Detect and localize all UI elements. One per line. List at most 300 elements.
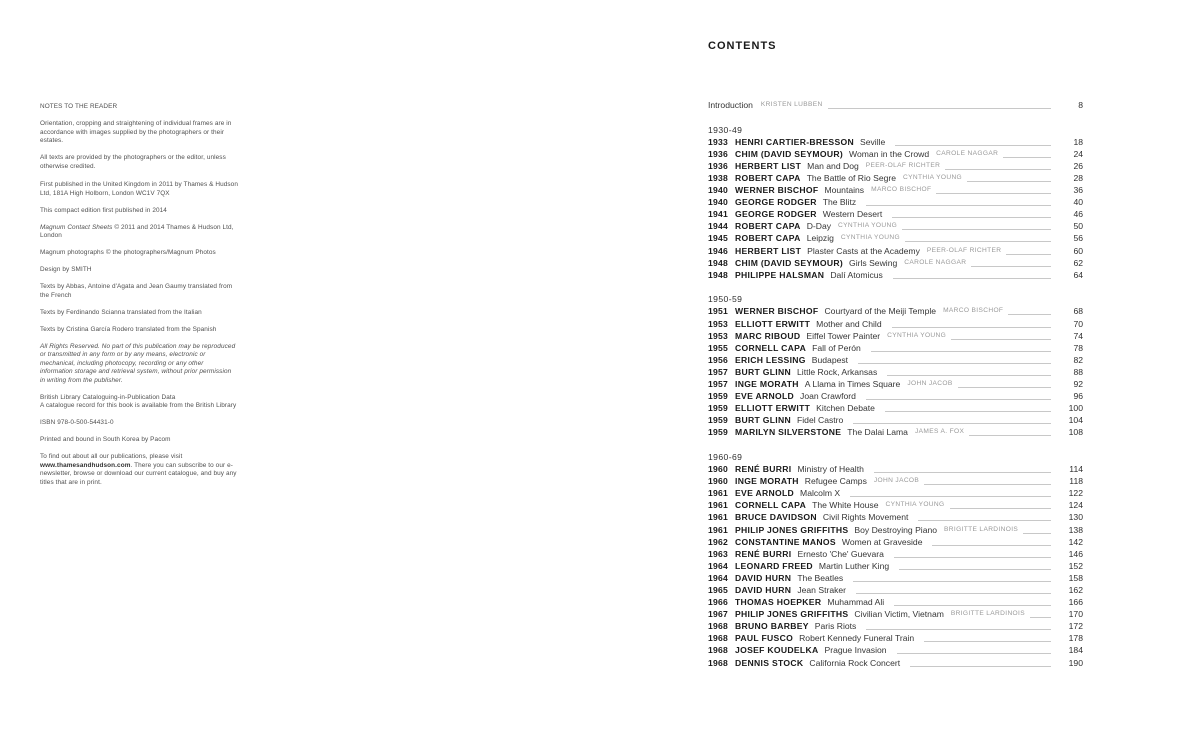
toc-contributor: CAROLE NAGGAR	[936, 149, 999, 157]
toc-row	[708, 390, 1083, 402]
toc-page-number: 138	[1068, 524, 1083, 535]
toc-contributor: CYNTHIA YOUNG	[887, 331, 947, 339]
toc-entry-title: Civilian Victim, Vietnam	[854, 609, 944, 620]
toc-page-number: 18	[1073, 136, 1083, 147]
toc-page-number: 56	[1073, 233, 1083, 244]
toc-year: 1936	[708, 160, 728, 171]
toc-contributor: CYNTHIA YOUNG	[903, 173, 963, 181]
toc-page-number: 184	[1068, 645, 1083, 656]
toc-photographer: HERBERT LIST	[735, 160, 802, 171]
toc-entry-title: Woman in the Crowd	[849, 148, 930, 159]
toc-row	[708, 342, 1083, 354]
toc-row	[708, 584, 1083, 596]
toc-entry-title: Kitchen Debate	[816, 403, 875, 414]
toc-year: 1959	[708, 427, 728, 438]
colophon-text-run: All texts are provided by the photographers or the editor, unless otherwise credited.	[40, 154, 226, 170]
toc-section-header: 1930-49	[708, 124, 743, 135]
toc-leader-line	[850, 487, 1051, 497]
toc-leader-line	[918, 511, 1051, 521]
toc-page-number: 96	[1073, 391, 1083, 402]
toc-year: 1964	[708, 560, 728, 571]
toc-contributor: CAROLE NAGGAR	[904, 258, 967, 266]
colophon-text-run: Orientation, cropping and straightening of individual frames are in accordance with images supplied by the photographers or their estates.	[40, 120, 232, 144]
toc-page-number: 26	[1073, 160, 1083, 171]
colophon-text-run: A catalogue record for this book is available from the British Library	[40, 402, 237, 409]
colophon-paragraph	[40, 453, 238, 487]
toc-entry-title: Eiffel Tower Painter	[806, 330, 881, 341]
colophon-text-run: All Rights Reserved. No part of this publication may be reproduced or transmitted in any form or by any means, electronic or mechanical, including photocopy, recording or any other information storage and retrieval system, without prior permission in writing from the publisher.	[40, 342, 236, 384]
toc-row-introduction	[708, 99, 1083, 111]
toc-page-number: 40	[1073, 197, 1083, 208]
colophon-text-run: Magnum Contact Sheets	[40, 223, 113, 231]
toc-year: 1967	[708, 609, 728, 620]
toc-photographer: DAVID HURN	[735, 584, 792, 595]
toc-year: 1968	[708, 633, 728, 644]
toc-row	[708, 172, 1083, 184]
toc-row	[708, 632, 1083, 644]
toc-entry-title: Western Desert	[822, 209, 883, 220]
toc-photographer: HERBERT LIST	[735, 245, 802, 256]
toc-photographer: CORNELL CAPA	[735, 342, 807, 353]
colophon-paragraph	[40, 343, 238, 386]
toc	[708, 99, 1083, 669]
toc-entry-title: Muhammad Ali	[827, 597, 885, 608]
toc-year: 1953	[708, 330, 728, 341]
toc-row	[708, 330, 1083, 342]
colophon-paragraph	[40, 419, 238, 428]
toc-year: 1941	[708, 209, 728, 220]
toc-entry-title: Budapest	[811, 354, 849, 365]
toc-row	[708, 232, 1083, 244]
colophon-paragraph	[40, 154, 238, 171]
toc-leader-line	[905, 232, 1051, 242]
toc-page-number: 190	[1068, 657, 1083, 668]
toc-row	[708, 620, 1083, 632]
toc-photographer: CHIM (DAVID SEYMOUR)	[735, 257, 844, 268]
toc-entry-title: Women at Graveside	[841, 536, 923, 547]
toc-contributor: BRIGITTE LARDINOIS	[950, 610, 1025, 618]
toc-contributor: JAMES A. FOX	[914, 428, 965, 436]
toc-entry-title: Prague Invasion	[824, 645, 887, 656]
toc-leader-line	[894, 596, 1051, 606]
toc-row	[708, 269, 1083, 281]
colophon-text-run: British Library Cataloguing-in-Publication Data	[40, 393, 176, 401]
toc-photographer: DAVID HURN	[735, 572, 792, 583]
toc-leader-line	[866, 390, 1051, 400]
toc-page-number: 68	[1073, 306, 1083, 317]
toc-entry-title: Dalí Atomicus	[830, 269, 883, 280]
colophon-text-run: To find out about all our publications, please visit	[40, 453, 183, 460]
toc-contributor: BRIGITTE LARDINOIS	[944, 525, 1019, 533]
toc-year: 1933	[708, 136, 728, 147]
colophon-paragraph	[40, 120, 238, 146]
toc-entry-title: Man and Dog	[807, 160, 859, 171]
toc-row	[708, 657, 1083, 669]
colophon-text-run: Texts by Cristina García Rodero translated from the Spanish	[40, 325, 217, 333]
toc-section	[708, 451, 1083, 669]
toc-contributor: MARCO BISCHOF	[943, 307, 1004, 315]
toc-page-number: 24	[1073, 148, 1083, 159]
toc-leader-line	[950, 499, 1051, 509]
toc-page-number: 82	[1073, 354, 1083, 365]
toc-leader-line	[866, 620, 1051, 630]
toc-year: 1965	[708, 584, 728, 595]
toc-entry-title: Robert Kennedy Funeral Train	[799, 633, 915, 644]
toc-entry-title: Civil Rights Movement	[822, 512, 909, 523]
toc-page-number: 8	[1078, 100, 1083, 110]
toc-year: 1944	[708, 221, 728, 232]
colophon-text-run: Design by SMITH	[40, 266, 92, 273]
toc-photographer: GEORGE RODGER	[735, 209, 817, 220]
toc-photographer: THOMAS HOEPKER	[735, 597, 822, 608]
toc-entry-title: Courtyard of the Meiji Temple	[824, 306, 937, 317]
toc-photographer: CORNELL CAPA	[735, 500, 807, 511]
toc-year: 1948	[708, 269, 728, 280]
toc-photographer: WERNER BISCHOF	[735, 306, 819, 317]
toc-leader-line	[967, 172, 1051, 182]
toc-row	[708, 136, 1083, 148]
toc-photographer: INGE MORATH	[735, 378, 799, 389]
toc-contributor: CYNTHIA YOUNG	[885, 501, 945, 509]
toc-page-number: 124	[1068, 500, 1083, 511]
toc-entry-title: Mountains	[824, 185, 865, 196]
toc-row	[708, 524, 1083, 536]
toc-contributor: CYNTHIA YOUNG	[838, 222, 898, 230]
toc-row	[708, 475, 1083, 487]
toc-row	[708, 318, 1083, 330]
toc-page-number: 142	[1068, 536, 1083, 547]
colophon-text-run: NOTES TO THE READER	[40, 103, 118, 110]
toc-entry-title: Malcolm X	[800, 488, 841, 499]
toc-year: 1961	[708, 512, 728, 523]
toc-year: 1961	[708, 524, 728, 535]
toc-page-number: 78	[1073, 342, 1083, 353]
toc-entry-title: D-Day	[806, 221, 832, 232]
toc-page-number: 92	[1073, 378, 1083, 389]
toc-year: 1951	[708, 306, 728, 317]
toc-leader-line	[893, 269, 1051, 279]
toc-year: 1948	[708, 257, 728, 268]
toc-entry-title: Refugee Camps	[804, 476, 867, 487]
toc-entry-title: Girls Sewing	[849, 257, 898, 268]
toc-row	[708, 560, 1083, 572]
toc-photographer: PAUL FUSCO	[735, 633, 794, 644]
colophon-paragraph	[40, 283, 238, 300]
toc-entry-title: Boy Destroying Piano	[854, 524, 938, 535]
toc-leader-line	[1003, 148, 1051, 158]
toc-leader-line	[969, 426, 1051, 436]
toc-entry-title: Paris Riots	[814, 621, 857, 632]
toc-leader-line	[936, 184, 1051, 194]
toc-year: 1940	[708, 197, 728, 208]
colophon-paragraph	[40, 103, 238, 112]
toc-row	[708, 608, 1083, 620]
toc-row	[708, 463, 1083, 475]
colophon-paragraph	[40, 326, 238, 335]
toc-page-number: 64	[1073, 269, 1083, 280]
toc-section-header: 1960-69	[708, 451, 743, 462]
colophon-paragraph	[40, 266, 238, 275]
toc-year: 1960	[708, 476, 728, 487]
colophon-text-run: Texts by Abbas, Antoine d'Agata and Jean Gaumy translated from the French	[40, 283, 233, 299]
toc-year: 1955	[708, 342, 728, 353]
toc-contributor: JOHN JACOB	[907, 379, 953, 387]
toc-leader-line	[951, 330, 1051, 340]
toc-year: 1966	[708, 597, 728, 608]
toc-photographer: MARC RIBOUD	[735, 330, 801, 341]
toc-photographer: BURT GLINN	[735, 366, 791, 377]
colophon-paragraph	[40, 394, 238, 411]
colophon-text-run: www.thamesandhudson.com	[40, 461, 131, 469]
toc-photographer: JOSEF KOUDELKA	[735, 645, 819, 656]
toc-contributor: JOHN JACOB	[873, 477, 920, 485]
toc-leader-line	[945, 160, 1051, 170]
toc-row	[708, 378, 1083, 390]
toc-photographer: BRUNO BARBEY	[735, 621, 809, 632]
toc-row	[708, 499, 1083, 511]
toc-entry-title: Ministry of Health	[797, 464, 864, 475]
toc-page-number: 60	[1073, 245, 1083, 256]
toc-row	[708, 354, 1083, 366]
toc-leader-line	[899, 560, 1051, 570]
toc-row	[708, 208, 1083, 220]
toc-year: 1956	[708, 354, 728, 365]
toc-contributor: CYNTHIA YOUNG	[840, 234, 900, 242]
toc-photographer: ELLIOTT ERWITT	[735, 318, 811, 329]
toc-contributor: PEER-OLAF RICHTER	[865, 161, 941, 169]
toc-photographer: ROBERT CAPA	[735, 233, 801, 244]
toc-row	[708, 511, 1083, 523]
colophon-text-run: . There you can subscribe to our e-newsletter, browse or download our current catalogue, and buy any titles that are in print.	[40, 461, 237, 486]
toc-row	[708, 487, 1083, 499]
toc-entry-title: The Dalai Lama	[847, 427, 908, 438]
toc-page-number: 36	[1073, 185, 1083, 196]
toc-year: 1962	[708, 536, 728, 547]
toc-page-number: 28	[1073, 172, 1083, 183]
toc-leader-line	[853, 572, 1051, 582]
toc-leader-line	[871, 342, 1051, 352]
toc-row	[708, 402, 1083, 414]
toc-page-number: 152	[1068, 560, 1083, 571]
toc-entry-title: The Battle of Rio Segre	[806, 172, 897, 183]
toc-photographer: CHIM (DAVID SEYMOUR)	[735, 148, 844, 159]
toc-leader-line	[924, 475, 1051, 485]
toc-entry-title: Plaster Casts at the Academy	[807, 245, 920, 256]
toc-photographer: ROBERT CAPA	[735, 221, 801, 232]
toc-contributor: MARCO BISCHOF	[871, 186, 932, 194]
toc-photographer: HENRI CARTIER-BRESSON	[735, 136, 854, 147]
toc-section-header: 1950-59	[708, 294, 743, 305]
colophon-text-run: © 2011 and 2014 Thames & Hudson Ltd, London	[40, 223, 234, 239]
toc-leader-line	[1030, 608, 1051, 618]
toc-row	[708, 196, 1083, 208]
toc-row	[708, 148, 1083, 160]
toc-row	[708, 305, 1083, 317]
toc-leader-line	[874, 463, 1051, 473]
toc-page-number: 62	[1073, 257, 1083, 268]
toc-page-number: 158	[1068, 572, 1083, 583]
colophon-paragraph	[40, 249, 238, 258]
toc-contributor: PEER-OLAF RICHTER	[926, 246, 1002, 254]
toc-page-number: 100	[1068, 403, 1083, 414]
toc-photographer: GEORGE RODGER	[735, 197, 817, 208]
toc-page-number: 122	[1068, 488, 1083, 499]
toc-page-number: 46	[1073, 209, 1083, 220]
toc-photographer: BRUCE DAVIDSON	[735, 512, 817, 523]
toc-leader-line	[971, 257, 1051, 267]
toc-leader-line	[866, 196, 1051, 206]
toc-entry-title: Fidel Castro	[797, 415, 844, 426]
toc-leader-line	[910, 657, 1051, 667]
toc-row	[708, 220, 1083, 232]
toc-year: 1960	[708, 464, 728, 475]
toc-photographer: ROBERT CAPA	[735, 172, 801, 183]
toc-year: 1961	[708, 500, 728, 511]
colophon-paragraph	[40, 436, 238, 445]
toc-leader-line	[932, 536, 1051, 546]
toc-page-number: 118	[1069, 476, 1083, 487]
toc-year: 1946	[708, 245, 728, 256]
toc-photographer: RENÉ BURRI	[735, 548, 792, 559]
toc-leader-line	[902, 220, 1051, 230]
toc-photographer: MARILYN SILVERSTONE	[735, 427, 842, 438]
toc-year: 1959	[708, 391, 728, 402]
toc-year: 1959	[708, 403, 728, 414]
toc-year: 1957	[708, 366, 728, 377]
toc-section	[708, 124, 1083, 281]
toc-entry-title: Leipzig	[806, 233, 834, 244]
toc-leader-line	[887, 366, 1051, 376]
colophon-paragraph	[40, 207, 238, 216]
toc-photographer: INGE MORATH	[735, 476, 799, 487]
toc-entry-title: Mother and Child	[816, 318, 882, 329]
toc-leader-line	[858, 354, 1051, 364]
colophon-text-run: Texts by Ferdinando Scianna translated from the Italian	[40, 308, 202, 316]
toc-photographer: PHILIPPE HALSMAN	[735, 269, 825, 280]
toc-entry-title: A Llama in Times Square	[804, 378, 901, 389]
toc-leader-line	[828, 99, 1051, 109]
toc-page-number: 74	[1073, 330, 1083, 341]
toc-leader-line	[924, 632, 1051, 642]
toc-year: 1936	[708, 148, 728, 159]
toc-page-number: 166	[1068, 597, 1083, 608]
toc-page-number: 88	[1073, 366, 1083, 377]
toc-row	[708, 257, 1083, 269]
toc-year: 1940	[708, 185, 728, 196]
introduction-label: Introduction	[708, 100, 753, 110]
toc-leader-line	[1023, 524, 1051, 534]
toc-entry-title: The Blitz	[822, 197, 857, 208]
toc-year: 1961	[708, 488, 728, 499]
toc-leader-line	[894, 548, 1051, 558]
toc-entry-title: Little Rock, Arkansas	[797, 366, 878, 377]
toc-page-number: 178	[1068, 633, 1083, 644]
toc-leader-line	[853, 414, 1051, 424]
toc-page-number: 104	[1068, 415, 1083, 426]
toc-leader-line	[958, 378, 1051, 388]
toc-photographer: WERNER BISCHOF	[735, 185, 819, 196]
colophon-paragraph	[40, 181, 238, 198]
toc-section	[708, 293, 1083, 438]
toc-page-number: 108	[1068, 427, 1083, 438]
toc-row	[708, 366, 1083, 378]
toc-year: 1953	[708, 318, 728, 329]
toc-row	[708, 160, 1083, 172]
toc-leader-line	[1008, 305, 1051, 315]
toc-photographer: RENÉ BURRI	[735, 464, 792, 475]
colophon-text-run: This compact edition first published in 2014	[40, 206, 167, 214]
colophon-text	[40, 103, 238, 496]
toc-row	[708, 414, 1083, 426]
colophon-paragraph	[40, 309, 238, 318]
toc-year: 1959	[708, 415, 728, 426]
colophon-paragraph	[40, 224, 238, 241]
toc-row	[708, 536, 1083, 548]
toc-year: 1957	[708, 378, 728, 389]
toc-page-number: 146	[1068, 548, 1083, 559]
toc-row	[708, 184, 1083, 196]
toc-row	[708, 548, 1083, 560]
toc-entry-title: Ernesto 'Che' Guevara	[797, 548, 884, 559]
toc-year: 1945	[708, 233, 728, 244]
colophon-text-run: First published in the United Kingdom in 2011 by Thames & Hudson Ltd, 181A High Holborn, London WC1V 7QX	[40, 181, 238, 197]
toc-row	[708, 596, 1083, 608]
toc-photographer: BURT GLINN	[735, 415, 791, 426]
toc-page-number: 170	[1068, 609, 1083, 620]
toc-year: 1968	[708, 645, 728, 656]
toc-entry-title: Seville	[859, 136, 886, 147]
toc-photographer: PHILIP JONES GRIFFITHS	[735, 524, 849, 535]
toc-page-number: 70	[1073, 318, 1083, 329]
toc-row	[708, 245, 1083, 257]
toc-photographer: ELLIOTT ERWITT	[735, 403, 811, 414]
toc-year: 1963	[708, 548, 728, 559]
toc-entry-title: The Beatles	[797, 572, 844, 583]
toc-page-number: 114	[1069, 464, 1083, 475]
toc-photographer: EVE ARNOLD	[735, 488, 795, 499]
colophon-text-run: ISBN 978-0-500-54431-0	[40, 419, 114, 426]
toc-photographer: CONSTANTINE MANOS	[735, 536, 836, 547]
toc-entry-title: Fall of Perón	[812, 342, 861, 353]
toc-entry-title: California Rock Concert	[809, 657, 901, 668]
toc-leader-line	[856, 584, 1051, 594]
toc-entry-title: The White House	[812, 500, 879, 511]
toc-contributor: KRISTEN LUBBEN	[760, 101, 823, 108]
toc-page-number: 172	[1068, 621, 1083, 632]
toc-page-number: 130	[1068, 512, 1083, 523]
toc-photographer: EVE ARNOLD	[735, 391, 795, 402]
toc-leader-line	[892, 318, 1051, 328]
toc-page-number: 162	[1068, 584, 1083, 595]
toc-year: 1964	[708, 572, 728, 583]
toc-entry-title: Joan Crawford	[800, 391, 856, 402]
toc-entry-title: Jean Straker	[797, 584, 847, 595]
toc-photographer: LEONARD FREED	[735, 560, 813, 571]
toc-row	[708, 426, 1083, 438]
colophon-text-run: Magnum photographs © the photographers/Magnum Photos	[40, 249, 216, 256]
toc-page-number: 50	[1073, 221, 1083, 232]
toc-year: 1968	[708, 657, 728, 668]
page-title: CONTENTS	[708, 40, 777, 52]
toc-year: 1938	[708, 172, 728, 183]
toc-row	[708, 644, 1083, 656]
toc-leader-line	[885, 402, 1051, 412]
toc-photographer: ERICH LESSING	[735, 354, 806, 365]
toc-leader-line	[892, 208, 1051, 218]
toc-leader-line	[897, 644, 1051, 654]
toc-row	[708, 572, 1083, 584]
toc-photographer: DENNIS STOCK	[735, 657, 804, 668]
